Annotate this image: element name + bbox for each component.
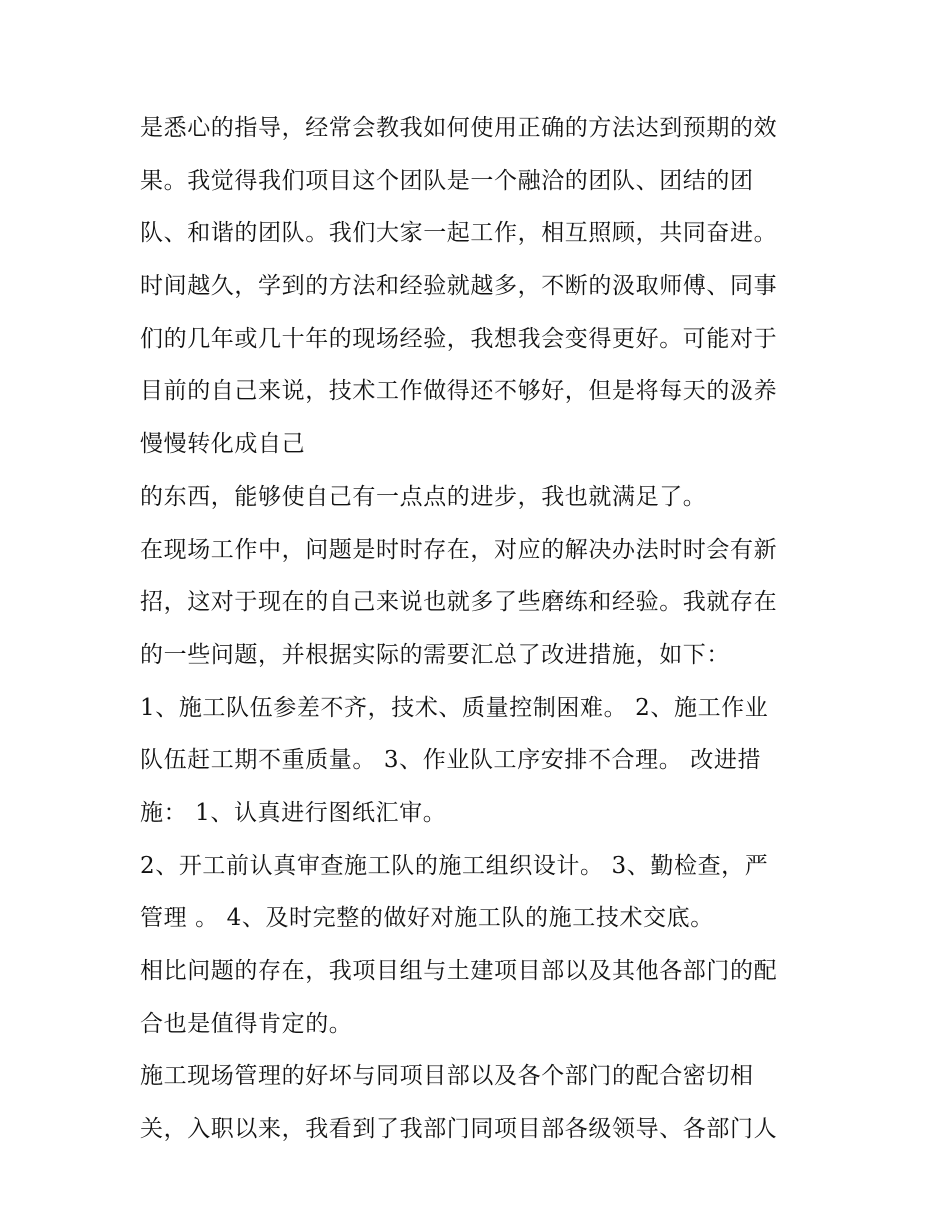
text-line: 果。我觉得我们项目这个团队是一个融洽的团队、团结的团	[140, 167, 754, 194]
text-line: 关，入职以来，我看到了我部门同项目部各级领导、各部门人	[140, 1116, 778, 1143]
text-line: 时间越久，学到的方法和经验就越多，不断的汲取师傅、同事	[140, 273, 778, 300]
text-line: 管理 。 4、及时完整的做好对施工队的施工技术交底。	[140, 905, 714, 932]
text-line: 慢慢转化成自己	[140, 431, 306, 458]
text-line: 在现场工作中，问题是时时存在，对应的解决办法时时会有新	[140, 536, 778, 563]
text-line: 2、开工前认真审查施工队的施工组织设计。 3、勤检查，严	[140, 852, 769, 879]
text-line: 施： 1、认真进行图纸汇审。	[140, 799, 447, 826]
text-line: 队、和谐的团队。我们大家一起工作，相互照顾，共同奋进。	[140, 220, 778, 247]
text-line: 合也是值得肯定的。	[140, 1010, 353, 1037]
text-line: 施工现场管理的好坏与同项目部以及各个部门的配合密切相	[140, 1063, 754, 1090]
text-line: 的一些问题，并根据实际的需要汇总了改进措施，如下：	[140, 641, 730, 668]
text-line: 1、施工队伍参差不齐，技术、质量控制困难。 2、施工作业	[140, 694, 769, 721]
text-line: 相比问题的存在，我项目组与土建项目部以及其他各部门的配	[140, 958, 778, 984]
text-line: 目前的自己来说，技术工作做得还不够好，但是将每天的汲养	[140, 378, 778, 405]
text-line: 们的几年或几十年的现场经验，我想我会变得更好。可能对于	[140, 325, 778, 352]
text-line: 的东西，能够使自己有一点点的进步，我也就满足了。	[140, 483, 707, 510]
body-text	[140, 102, 830, 1156]
text-line: 是悉心的指导，经常会教我如何使用正确的方法达到预期的效	[140, 115, 778, 141]
text-line: 队伍赶工期不重质量。 3、作业队工序安排不合理。 改进措	[140, 747, 762, 774]
text-line: 招，这对于现在的自己来说也就多了些磨练和经验。我就存在	[140, 589, 778, 616]
